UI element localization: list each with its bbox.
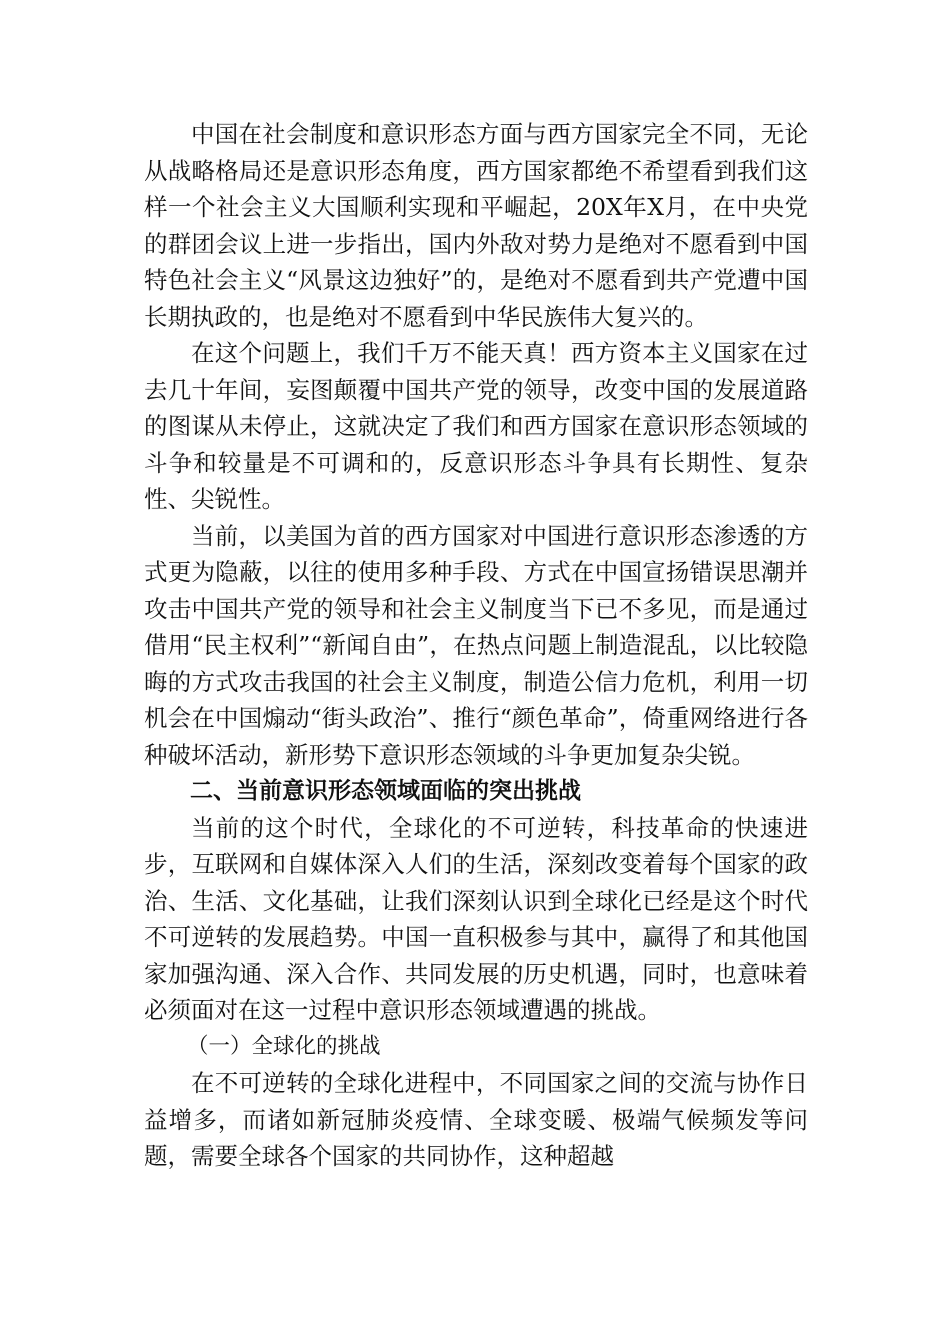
- paragraph-5: 在不可逆转的全球化进程中，不同国家之间的交流与协作日益增多，而诸如新冠肺炎疫情、全球变暖、极端气候频发等问题，需要全球各个国家的共同协作，这种超越: [144, 1069, 808, 1170]
- section-heading: 二、当前意识形态领域面临的突出挑战: [190, 778, 581, 804]
- subsection-heading: （一）全球化的挑战: [187, 1033, 381, 1059]
- document-body: [144, 116, 808, 1175]
- paragraph-4: 当前的这个时代，全球化的不可逆转，科技革命的快速进步，互联网和自媒体深入人们的生活，深刻改变着每个国家的政治、生活、文化基础，让我们深刻认识到全球化已经是这个时代不可逆转的发展趋势。中国一直积极参与其中，赢得了和其他国家加强沟通、深入合作、共同发展的历史机遇，同时，也意味着必须面对在这一过程中意识形态领域遭遇的挑战。: [144, 813, 808, 1024]
- paragraph-3: 当前，以美国为首的西方国家对中国进行意识形态渗透的方式更为隐蔽，以往的使用多种手段、方式在中国宣扬错误思潮并攻击中国共产党的领导和社会主义制度当下已不多见，而是通过借用“民主权利”“新闻自由”，在热点问题上制造混乱，以比较隐晦的方式攻击我国的社会主义制度，制造公信力危机，利用一切机会在中国煽动“街头政治”、推行“颜色革命”，倚重网络进行各种破坏活动，新形势下意识形态领域的斗争更加复杂尖锐。: [144, 521, 808, 769]
- paragraph-2: 在这个问题上，我们千万不能天真！西方资本主义国家在过去几十年间，妄图颠覆中国共产党的领导，改变中国的发展道路的图谋从未停止，这就决定了我们和西方国家在意识形态领域的斗争和较量是不可调和的，反意识形态斗争具有长期性、复杂性、尖锐性。: [144, 339, 808, 513]
- paragraph-1: 中国在社会制度和意识形态方面与西方国家完全不同，无论从战略格局还是意识形态角度，西方国家都绝不希望看到我们这样一个社会主义大国顺利实现和平崛起，20X年X月，在中央党的群团会议上进一步指出，国内外敌对势力是绝对不愿看到中国特色社会主义“风景这边独好”的，是绝对不愿看到共产党遭中国长期执政的，也是绝对不愿看到中华民族伟大复兴的。: [144, 120, 808, 331]
